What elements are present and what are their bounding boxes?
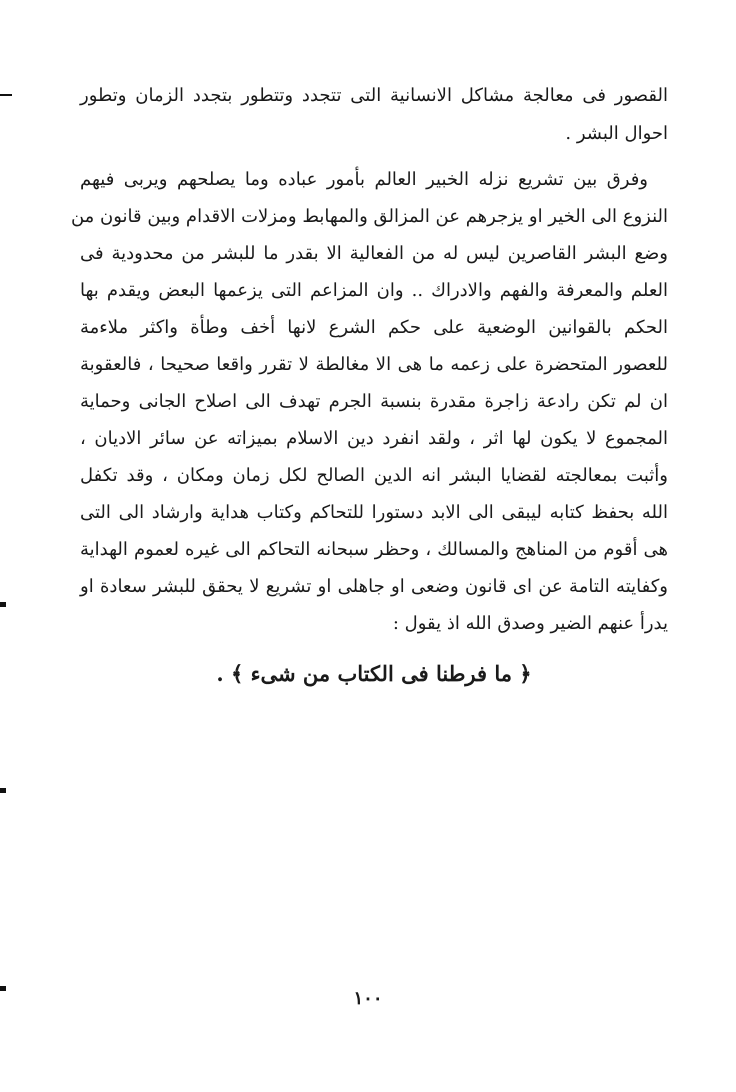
text-line: وضع البشر القاصرين ليس له من الفعالية الا بقدر ما للبشر من محدودية فى (80, 243, 668, 264)
text-line: المجموع لا يكون لها اثر ، ولقد انفرد دين الاسلام بميزاته عن سائر الاديان ، (80, 428, 668, 449)
paragraph-continuation (80, 76, 668, 156)
text-line: هى أقوم من المناهج والمسالك ، وحظر سبحانه التحاكم الى غيره لعموم الهداية (80, 539, 668, 560)
quran-quote: ﴿ ما فرطنا فى الكتاب من شىء ﴾ . (216, 661, 532, 686)
text-line: وفرق بين تشريع نزله الخبير العالم بأمور عباده وما يصلحهم ويربى فيهم (80, 169, 648, 190)
paragraph-main (70, 160, 668, 650)
margin-mark (0, 94, 12, 96)
text-line: وأثبت بمعالجته لقضايا البشر انه الدين الصالح لكل زمان ومكان ، وقد تكفل (80, 465, 668, 486)
text-line: ان لم تكن رادعة زاجرة مقدرة بنسبة الجرم تهدف الى اصلاح الجانى وحماية (80, 391, 668, 412)
text-line: يدرأ عنهم الضير وصدق الله اذ يقول : (392, 613, 668, 634)
text-line: الله بحفظ كتابه ليبقى الى الابد دستورا للتحاكم وكتاب هداية وارشاد الى التى (80, 502, 668, 523)
margin-mark (0, 602, 6, 607)
text-line: النزوع الى الخير او يزجرهم عن المزالق والمهابط ومزلات الاقدام وبين قانون من (70, 206, 668, 227)
margin-mark (0, 788, 6, 793)
text-line: الحكم بالقوانين الوضعية على حكم الشرع لانها أخف وطأة واكثر ملاءمة (80, 317, 668, 338)
text-line: القصور فى معالجة مشاكل الانسانية التى تتجدد وتتطور بتجدد الزمان وتطور (80, 85, 668, 106)
text-line: احوال البشر . (565, 123, 668, 144)
text-line: وكفايته التامة عن اى قانون وضعى او جاهلى او تشريع لا يحقق للبشر سعادة او (80, 576, 668, 597)
page-number: ١٠٠ (353, 988, 383, 1009)
text-line: العلم والمعرفة والفهم والادراك .. وان المزاعم التى يزعمها البعض ويقدم بها (80, 280, 668, 301)
text-line: للعصور المتحضرة على زعمه ما هى الا مغالطة لا تقرر واقعا صحيحا ، فالعقوبة (80, 354, 668, 375)
